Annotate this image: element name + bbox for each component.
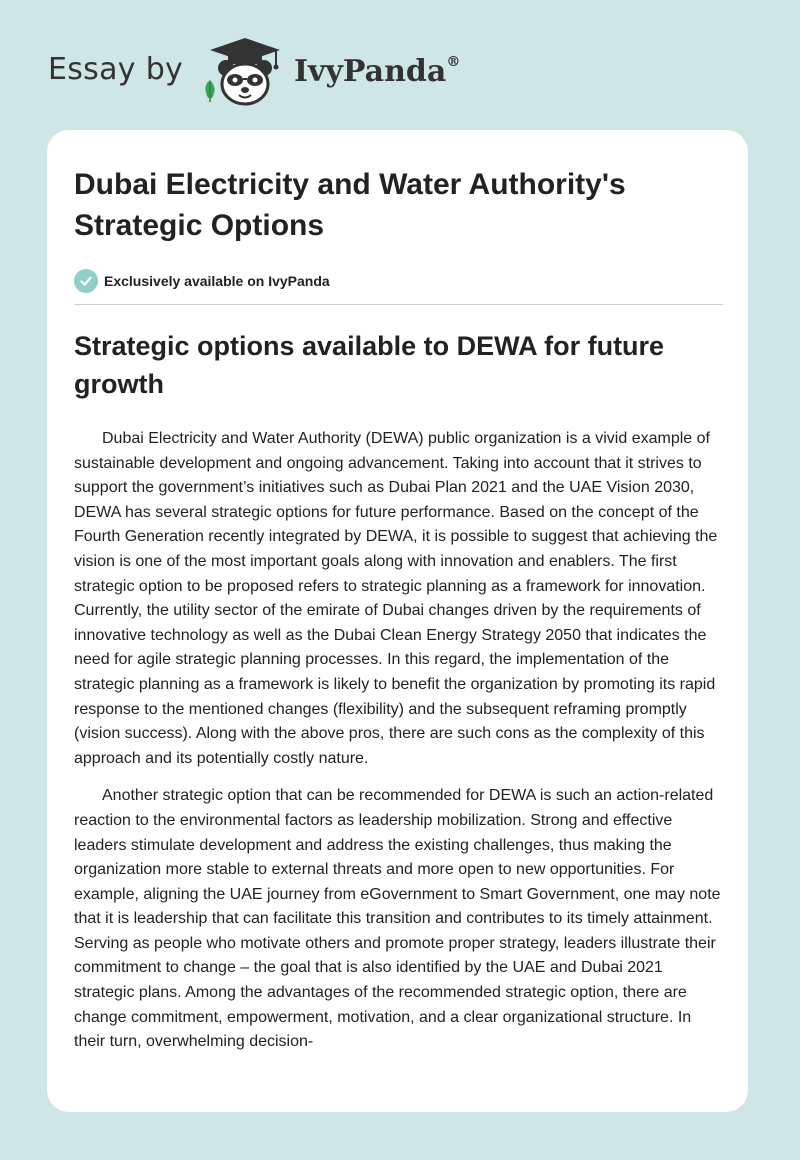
check-circle-icon xyxy=(74,269,98,293)
paragraph: Another strategic option that can be recommended for DEWA is such an action-related reaction to the environmental factors as leadership mobilization. Strong and effective leaders stimulate development and address the existing challenges, thus making the organization more stable to external threats and more open to new opportunities. For example, aligning the UAE journey from eGovernment to Smart Government, one may note that it is leadership that can facilitate this transition and contributes to its timely attainment. Serving as people who motivate others and promote proper strategy, leaders illustrate their commitment to change – the goal that is also identified by the UAE and Dubai 2021 strategic plans. Among the advantages of the recommended strategic option, there are change commitment, empowerment, motivation, and a clear organizational structure. In their turn, overwhelming decision- xyxy=(74,787,721,1051)
site-header xyxy=(48,36,508,108)
page-title: Dubai Electricity and Water Authority's Strategic Options xyxy=(74,168,626,242)
paragraph: Dubai Electricity and Water Authority (DEWA) public organization is a vivid example of sustainable development and ongoing advancement. Taking into account that it strives to support the government’s initiatives such as Dubai Plan 2021 and the UAE Vision 2030, DEWA has several strategic options for future performance. Based on the concept of the Fourth Generation recently integrated by DEWA, it is possible to suggest that achieving the vision is one of the most important goals along with innovation and enablers. The first strategic option to be proposed refers to strategic planning as a framework for innovation. Currently, the utility sector of the emirate of Dubai changes driven by the requirements of innovative technology as well as the Dubai Clean Energy Strategy 2050 that indicates the need for agile strategic planning processes. In this regard, the implementation of the strategic planning as a framework is likely to benefit the organization by promoting its rapid response to the mentioned changes (flexibility) and the subsequent reframing promptly (vision success). Along with the above pros, there are such cons as the complexity of this approach and its potentially costly nature. xyxy=(74,430,718,767)
registered-mark: ® xyxy=(446,54,461,70)
essay-content xyxy=(74,164,723,1055)
divider xyxy=(74,304,723,305)
brand-name[interactable]: IvyPanda® xyxy=(294,54,461,89)
essay-by-label: Essay by xyxy=(48,52,184,87)
panda-graduate-icon[interactable] xyxy=(200,36,290,108)
exclusive-badge xyxy=(74,268,723,294)
exclusive-label: Exclusively available on IvyPanda xyxy=(104,273,330,289)
section-heading: Strategic options available to DEWA for future growth xyxy=(74,331,665,399)
essay-card xyxy=(47,130,748,1112)
